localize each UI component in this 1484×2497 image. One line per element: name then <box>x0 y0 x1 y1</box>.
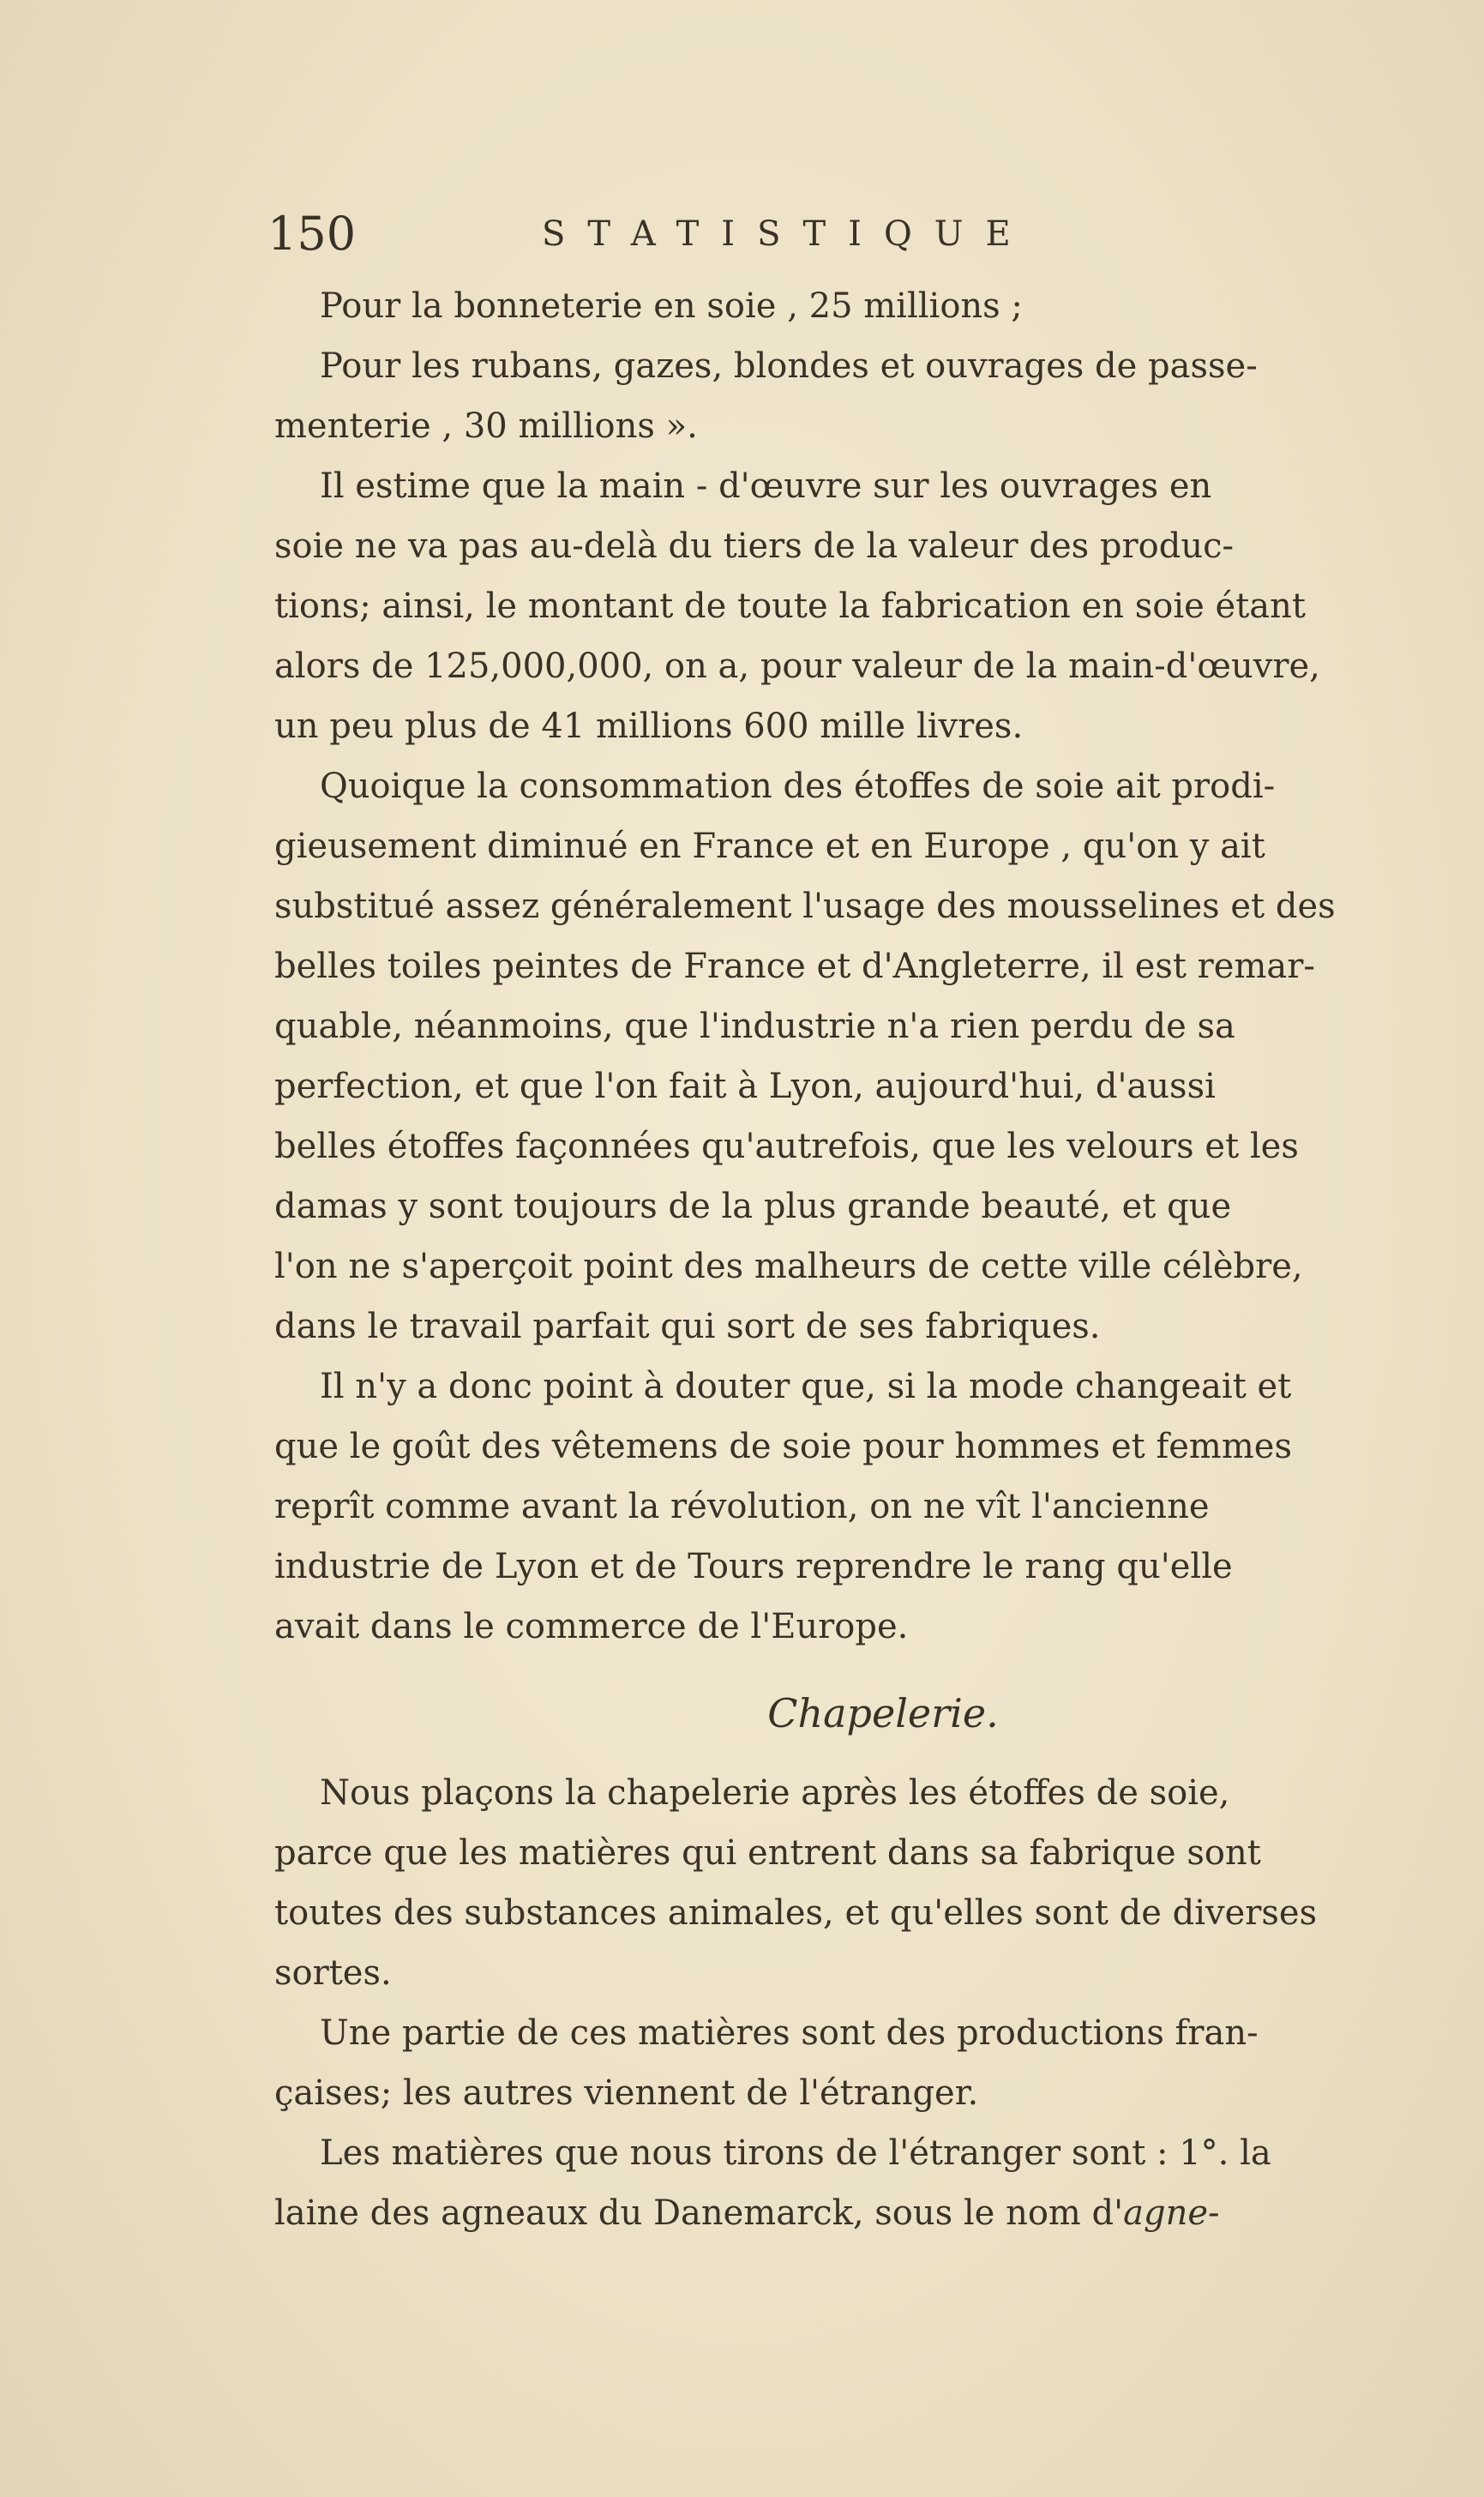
text-line: menterie , 30 millions ». <box>274 406 698 446</box>
running-title: STATISTIQUE <box>542 214 1033 254</box>
body-text <box>274 276 1389 2243</box>
text-line: substitué assez généralement l'usage des mousselines et des <box>274 887 1336 926</box>
text-line: Il estime que la main - d'œuvre sur les ouvrages en <box>320 466 1212 506</box>
text-line: parce que les matières qui entrent dans sa fabrique sont <box>274 1833 1261 1873</box>
italic-word: agne- <box>1123 2193 1220 2233</box>
text-line: Les matières que nous tirons de l'étranger sont : 1°. la <box>320 2133 1271 2173</box>
text-line: Pour la bonneterie en soie , 25 millions ; <box>320 286 1023 326</box>
text-line: Une partie de ces matières sont des productions fran- <box>320 2013 1259 2053</box>
text-line-with-italic <box>274 2183 1389 2243</box>
text-line: soie ne va pas au-delà du tiers de la valeur des produc- <box>274 526 1235 566</box>
text-line: sortes. <box>274 1953 392 1993</box>
text-line: Pour les rubans, gazes, blondes et ouvrages de passe- <box>320 346 1258 386</box>
text-line: que le goût des vêtemens de soie pour hommes et femmes <box>274 1427 1292 1466</box>
text-line: l'on ne s'aperçoit point des malheurs de cette ville célèbre, <box>274 1247 1303 1286</box>
text-line: damas y sont toujours de la plus grande beauté, et que <box>274 1187 1232 1226</box>
text-line: perfection, et que l'on fait à Lyon, aujourd'hui, d'aussi <box>274 1067 1216 1106</box>
text-line-prefix: laine des agneaux du Danemarck, sous le nom d' <box>274 2193 1124 2233</box>
section-heading: Chapelerie. <box>767 1690 999 1736</box>
text-line: belles étoffes façonnées qu'autrefois, que les velours et les <box>274 1127 1299 1166</box>
text-line: alors de 125,000,000, on a, pour valeur de la main-d'œuvre, <box>274 647 1320 686</box>
text-line: belles toiles peintes de France et d'Angleterre, il est remar- <box>274 947 1315 986</box>
text-line: dans le travail parfait qui sort de ses fabriques. <box>274 1307 1101 1346</box>
text-line: industrie de Lyon et de Tours reprendre le rang qu'elle <box>274 1547 1233 1586</box>
text-line: reprît comme avant la révolution, on ne vît l'ancienne <box>274 1487 1210 1526</box>
text-line: un peu plus de 41 millions 600 mille livres. <box>274 707 1024 746</box>
text-line: çaises; les autres viennent de l'étranger. <box>274 2073 979 2113</box>
page-header <box>267 196 1125 273</box>
text-line: Nous plaçons la chapelerie après les étoffes de soie, <box>320 1773 1230 1813</box>
text-line: avait dans le commerce de l'Europe. <box>274 1607 909 1646</box>
text-line: toutes des substances animales, et qu'elles sont de diverses <box>274 1893 1318 1933</box>
text-line: gieusement diminué en France et en Europe , qu'on y ait <box>274 827 1265 866</box>
text-line: tions; ainsi, le montant de toute la fabrication en soie étant <box>274 587 1306 626</box>
text-line: Quoique la consommation des étoffes de soie ait prodi- <box>320 767 1276 806</box>
text-line: Il n'y a donc point à douter que, si la mode changeait et <box>320 1367 1292 1406</box>
page-number: 150 <box>267 207 357 261</box>
text-line: quable, néanmoins, que l'industrie n'a rien perdu de sa <box>274 1007 1235 1046</box>
